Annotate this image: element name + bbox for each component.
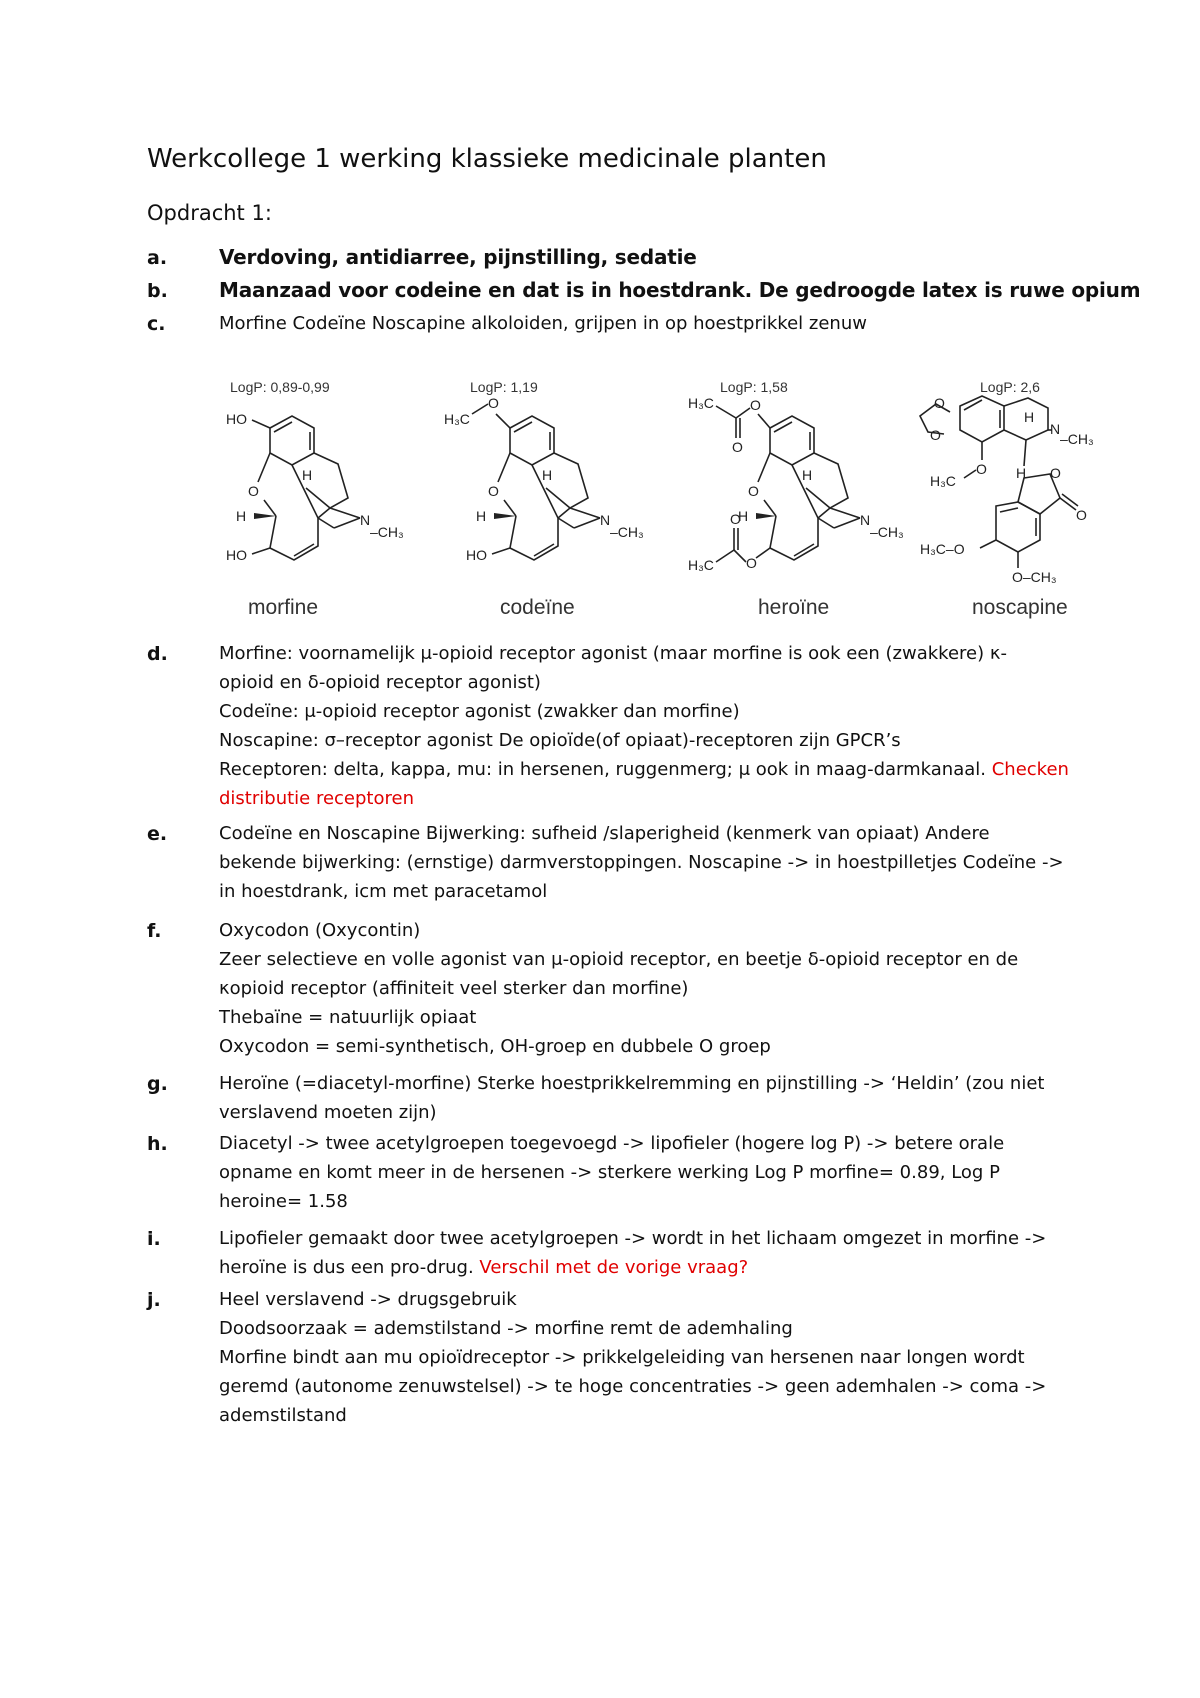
answer-line: heroine= 1.58 (219, 1191, 348, 1212)
answer-label: f. (147, 920, 162, 942)
atom-ch3: –CH₃ (610, 524, 644, 540)
ring (960, 396, 1004, 442)
answer-line: Morfine Codeïne Noscapine alkoloiden, grijpen in op hoestprikkel zenuw (219, 313, 867, 334)
structures-figure (210, 378, 1150, 628)
logp-morfine: LogP: 0,89-0,99 (230, 379, 330, 395)
name-codeine: codeïne (500, 596, 575, 619)
logp-noscapine: LogP: 2,6 (980, 379, 1040, 395)
answer-line: Diacetyl -> twee acetylgroepen toegevoegd -> lipofieler (hogere log P) -> betere orale (219, 1133, 1005, 1154)
atom-h3c: H₃C (930, 473, 956, 489)
atom-h: H (738, 508, 749, 524)
structure-morfine (226, 379, 404, 619)
answer-line: Verdoving, antidiarree, pijnstilling, sedatie (219, 245, 697, 269)
answer-label: a. (147, 247, 168, 269)
atom-ho: HO (226, 547, 247, 563)
answer-line: Lipofieler gemaakt door twee acetylgroepen -> wordt in het lichaam omgezet in morfine -> (219, 1228, 1047, 1249)
answer-line: Maanzaad voor codeine en dat is in hoestdrank. De gedroogde latex is ruwe opium (219, 278, 1141, 302)
atom-ho: HO (466, 547, 487, 563)
atom-o: O (732, 439, 743, 455)
name-morfine: morfine (248, 596, 319, 619)
assignment-heading: Opdracht 1: (147, 201, 272, 225)
atom-ch3: –CH₃ (870, 524, 904, 540)
name-noscapine: noscapine (972, 596, 1068, 619)
atom-o: O (748, 483, 759, 499)
answer-line: Codeïne: μ-opioid receptor agonist (zwakker dan morfine) (219, 701, 740, 722)
answer-label: e. (147, 823, 168, 845)
atom-h: H (476, 508, 487, 524)
answer-label: h. (147, 1133, 168, 1155)
answer-line: Thebaïne = natuurlijk opiaat (219, 1007, 477, 1028)
structure-noscapine (920, 379, 1094, 619)
answer-line: Morfine bindt aan mu opioïdreceptor -> prikkelgeleiding van hersenen naar longen wordt (219, 1347, 1025, 1368)
answer-line: Zeer selectieve en volle agonist van μ-opioid receptor, en beetje δ-opioid receptor en de (219, 949, 1019, 970)
answer-line: opioid en δ-opioid receptor agonist) (219, 672, 541, 693)
atom-o: O (488, 395, 499, 411)
answer-line: Oxycodon (Oxycontin) (219, 920, 421, 941)
answer-line: Noscapine: σ–receptor agonist De opioïde(of opiaat)-receptoren zijn GPCR’s (219, 730, 901, 751)
ring (510, 416, 554, 465)
structure-heroine (688, 379, 904, 619)
answer-label: j. (147, 1289, 161, 1311)
atom-h: H (542, 467, 553, 483)
answer-line: Codeïne en Noscapine Bijwerking: sufheid /slaperigheid (kenmerk van opiaat) Andere (219, 823, 990, 844)
answer-line: heroïne is dus een pro-drug. (219, 1257, 474, 1278)
atom-n: N (600, 512, 611, 528)
atom-o: O (934, 395, 945, 411)
atom-h3c: H₃C (688, 395, 714, 411)
atom-ch3: –CH₃ (370, 524, 404, 540)
answer-line: opname en komt meer in de hersenen -> sterkere werking Log P morfine= 0.89, Log P (219, 1162, 1000, 1183)
atom-h: H (302, 467, 313, 483)
atom-o-ch3: O–CH₃ (1012, 569, 1057, 585)
atom-ho: HO (226, 411, 247, 427)
atom-n: N (860, 512, 871, 528)
atom-o: O (750, 397, 761, 413)
atom-n: N (1050, 421, 1061, 437)
structure-codeine (444, 379, 644, 619)
atom-h: H (1016, 465, 1027, 481)
answer-line: bekende bijwerking: (ernstige) darmverstoppingen. Noscapine -> in hoestpilletjes Codeïne -> (219, 852, 1064, 873)
review-note: Verschil met de vorige vraag? (479, 1257, 749, 1278)
ring (996, 502, 1040, 552)
page-title: Werkcollege 1 werking klassieke medicinale planten (147, 144, 827, 174)
atom-o: O (746, 555, 757, 571)
answer-line: κopioid receptor (affiniteit veel sterker dan morfine) (219, 978, 689, 999)
review-note-continued: distributie receptoren (219, 788, 414, 809)
ring (770, 416, 814, 465)
name-heroine: heroïne (758, 596, 830, 619)
atom-o: O (1050, 465, 1061, 481)
ring (270, 416, 314, 465)
atom-o: O (976, 461, 987, 477)
answer-line: ademstilstand (219, 1405, 347, 1426)
logp-heroine: LogP: 1,58 (720, 379, 788, 395)
atom-h3c-o: H₃C–O (920, 541, 965, 557)
answer-label: i. (147, 1228, 161, 1250)
atom-o: O (488, 483, 499, 499)
answer-line: Heroïne (=diacetyl-morfine) Sterke hoestprikkelremming en pijnstilling -> ‘Heldin’ (zou niet (219, 1073, 1045, 1094)
atom-o: O (930, 427, 941, 443)
review-note: Checken (991, 759, 1069, 780)
answer-line: Receptoren: delta, kappa, mu: in hersenen, ruggenmerg; μ ook in maag-darmkanaal. (219, 759, 986, 780)
atom-n: N (360, 512, 371, 528)
answer-label: g. (147, 1073, 168, 1095)
opioid-structures-svg (210, 378, 1150, 628)
answer-line: geremd (autonome zenuwstelsel) -> te hoge concentraties -> geen ademhalen -> coma -> (219, 1376, 1047, 1397)
answer-line: in hoestdrank, icm met paracetamol (219, 881, 548, 902)
atom-o: O (248, 483, 259, 499)
answer-line: verslavend moeten zijn) (219, 1102, 437, 1123)
atom-o: O (1076, 507, 1087, 523)
answer-label: d. (147, 643, 168, 665)
atom-h: H (236, 508, 247, 524)
answer-line: Doodsoorzaak = ademstilstand -> morfine remt de ademhaling (219, 1318, 793, 1339)
answer-line: Morfine: voornamelijk μ-opioid receptor agonist (maar morfine is ook een (zwakkere) κ- (219, 643, 1007, 664)
answer-label: c. (147, 313, 166, 335)
atom-h: H (1024, 409, 1035, 425)
answer-label: b. (147, 280, 168, 302)
atom-h3c: H₃C (444, 411, 470, 427)
answer-line: Oxycodon = semi-synthetisch, OH-groep en dubbele O groep (219, 1036, 771, 1057)
atom-h3c: H₃C (688, 557, 714, 573)
atom-h: H (802, 467, 813, 483)
atom-o: O (730, 511, 741, 527)
atom-ch3: –CH₃ (1060, 431, 1094, 447)
answer-line: Heel verslavend -> drugsgebruik (219, 1289, 517, 1310)
logp-codeine: LogP: 1,19 (470, 379, 538, 395)
